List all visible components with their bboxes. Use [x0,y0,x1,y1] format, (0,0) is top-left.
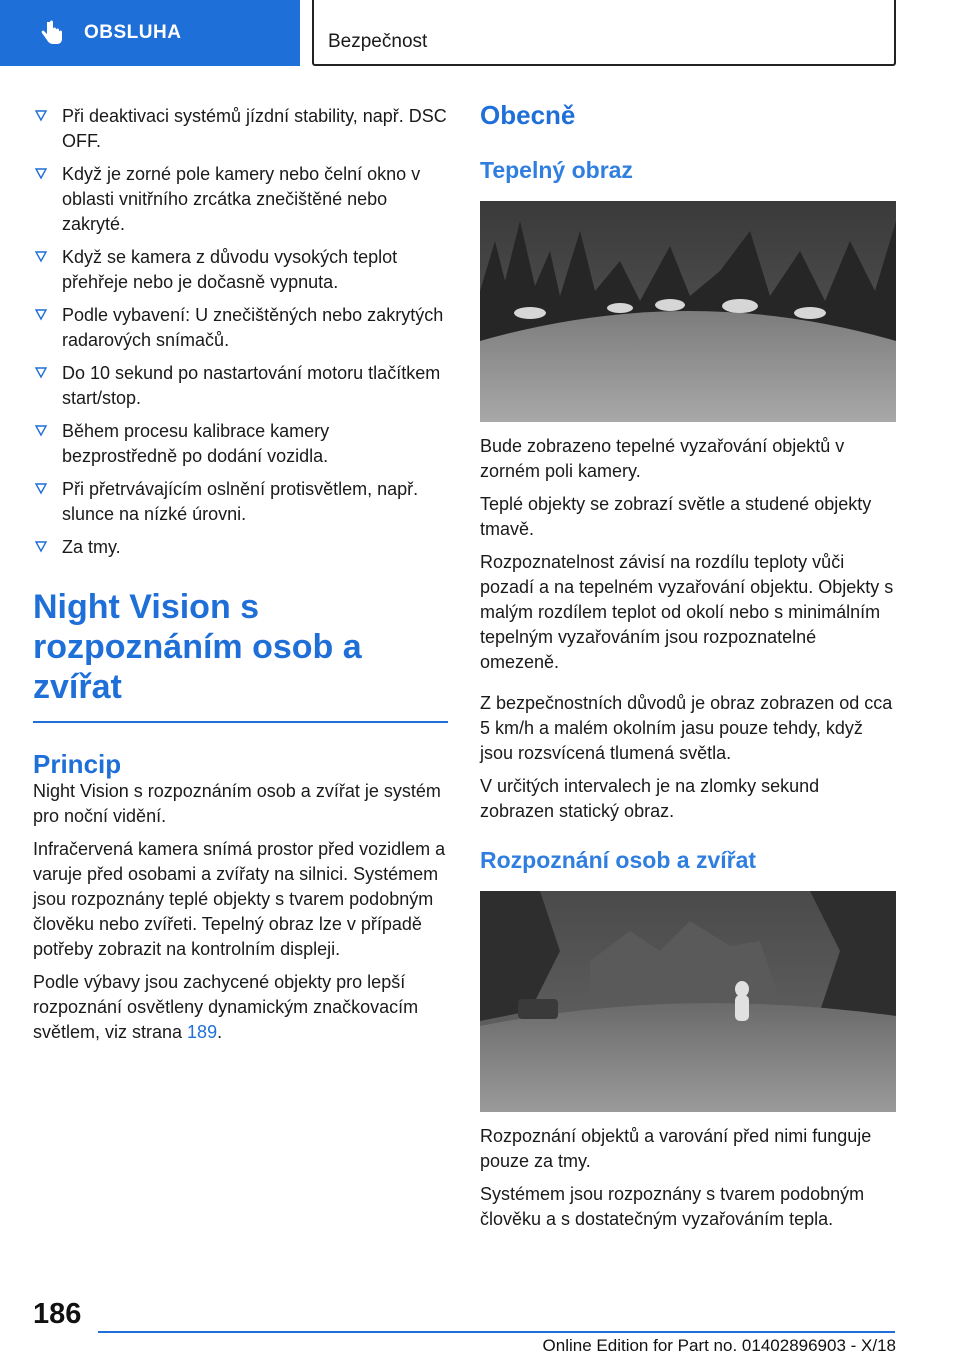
list-item: Do 10 sekund po nastartování motoru tlačítkem start/stop. [33,361,448,411]
triangle-bullet-icon [35,168,47,180]
list-item: Za tmy. [33,535,448,560]
edition-note: Online Edition for Part no. 01402896903 - X/18 [542,1336,896,1355]
list-item: Během procesu kalibrace kamery bezprostředně po dodání vozidla. [33,419,448,469]
left-column [33,104,448,1053]
section-tab-label: OBSLUHA [84,22,182,43]
principle-paragraph-2: Infračervená kamera snímá prostor před vozidlem a varuje před osobami a zvířaty na silnici. Systémem jsou rozpoznány teplé objekty s tvarem podobným člověku nebo zvířeti. Tepelný obraz lze v případě potřeby zobrazit na kontrolním displeji. [33,839,446,959]
triangle-bullet-icon [35,367,47,379]
list-item: Podle vybavení: U znečištěných nebo zakrytých radarových snímačů. [33,303,448,353]
right-column [480,100,896,1240]
thermal-paragraph-1: Bude zobrazeno tepelné vyzařování objektů v zorném poli kamery. [480,436,845,481]
list-item: Při přetrvávajícím oslnění protisvětlem, např. slunce na nízké úrovni. [33,477,448,527]
triangle-bullet-icon [35,425,47,437]
page-number: 186 [33,1298,82,1330]
subsection-title: Bezpečnost [328,31,428,52]
thermal-image-animals [480,201,896,422]
principle-heading: Princip [33,749,122,779]
thermal-image-pedestrian [480,891,896,1112]
principle-paragraph-1: Night Vision s rozpoznáním osob a zvířat je systém pro noční vidění. [33,781,441,826]
detection-paragraph-1: Rozpoznání objektů a varování před nimi funguje pouze za tmy. [480,1126,872,1171]
detection-paragraph-2: Systémem jsou rozpoznány s tvarem podobným člověku a s dostatečným vyzařováním tepla. [480,1184,865,1229]
page-reference-link[interactable]: 189 [187,1022,218,1042]
triangle-bullet-icon [35,541,47,553]
thermal-paragraph-2: Teplé objekty se zobrazí světle a studené objekty tmavě. [480,494,872,539]
list-item: Když se kamera z důvodu vysokých teplot přehřeje nebo je dočasně vypnuta. [33,245,448,295]
triangle-bullet-icon [35,110,47,122]
hand-pointer-icon [38,18,68,48]
section-tab[interactable] [0,0,300,66]
thermal-paragraph-3: Rozpoznatelnost závisí na rozdílu teploty vůči pozadí a na tepelném vyzařování objektu. Objekty s malým rozdílem teplot od okolí nebo s minimálním tepelným vyzařováním jsou rozpoznatelné omezeně. [480,552,894,672]
general-heading: Obecně [480,100,576,130]
thermal-heading: Tepelný obraz [480,157,633,183]
footer-divider [98,1331,895,1333]
section-title: Night Vision s rozpoznáním osob a zvířat [33,588,362,706]
thermal-paragraph-5: V určitých intervalech je na zlomky sekund zobrazen statický obraz. [480,776,820,821]
triangle-bullet-icon [35,483,47,495]
list-item: Když je zorné pole kamery nebo čelní okno v oblasti vnitřního zrcátka znečištěné nebo zakryté. [33,162,448,237]
section-divider [33,721,448,723]
thermal-paragraph-4: Z bezpečnostních důvodů je obraz zobrazen od cca 5 km/h a malém okolním jasu pouze tehdy, když jsou rozsvícená tlumená světla. [480,693,893,763]
list-item: Při deaktivaci systémů jízdní stability, např. DSC OFF. [33,104,448,154]
principle-paragraph-3: Podle výbavy jsou zachycené objekty pro lepší rozpoznání osvětleny dynamickým značkovacím světlem, viz strana 189. [33,972,419,1042]
bullet-list [33,104,448,560]
detection-heading: Rozpoznání osob a zvířat [480,847,757,873]
subsection-header [312,0,896,66]
triangle-bullet-icon [35,251,47,263]
triangle-bullet-icon [35,309,47,321]
